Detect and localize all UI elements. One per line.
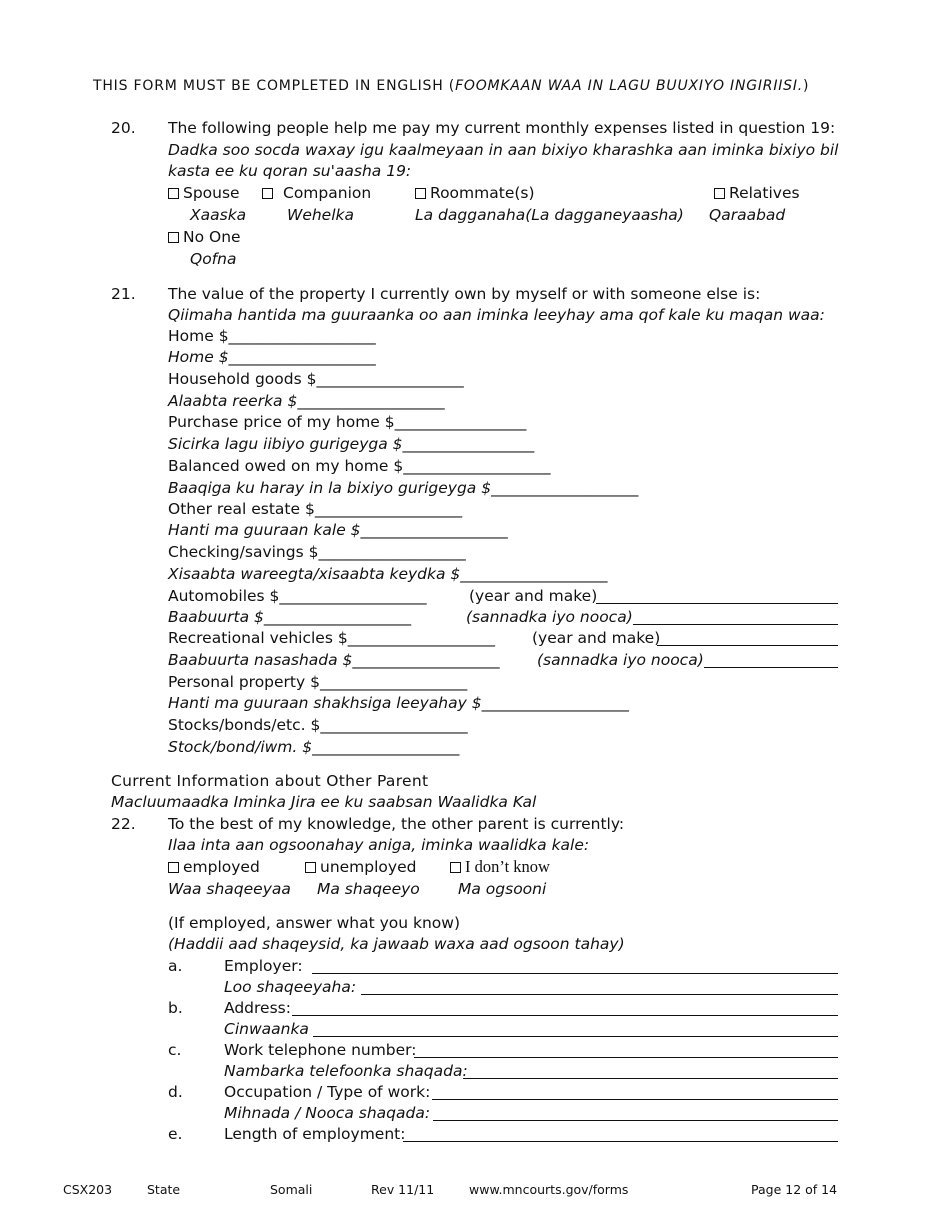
checkbox-roommates[interactable]: Roommate(s) [415,183,535,203]
checkbox-unemployed[interactable]: unemployed [305,857,416,877]
field-personal-property-so[interactable]: Hanti ma guuraan shakhsiga leeyahay $___________________ [168,694,629,712]
field-balance-owed[interactable]: Balanced owed on my home $___________________ [168,457,551,475]
section-title-so: Macluumaadka Iminka Jira ee ku saabsan Waalidka Kal [111,793,537,811]
q22-note-so: (Haddii aad shaqeysid, ka jawaab waxa aad ogsoon tahay) [168,935,625,953]
employment-length-label: Length of employment: [224,1125,406,1143]
checkbox-companion[interactable]: Companion [262,183,371,203]
q21-text-so: Qiimaha hantida ma guuraanka oo aan iminka leeyhay ama qof kale ku maqan waa: [168,306,825,324]
employer-label-so: Loo shaqeeyaha: [224,978,357,996]
item-letter-e: e. [168,1125,183,1143]
address-label-so: Cinwaanka [224,1020,309,1038]
field-home-so[interactable]: Home $___________________ [168,348,376,366]
field-personal-property[interactable]: Personal property $___________________ [168,673,468,691]
label-roommates-so: La dagganaha(La dagganeyaasha) [415,206,684,224]
work-phone-label: Work telephone number: [224,1041,417,1059]
label-employed-so: Waa shaqeeyaa [168,880,291,898]
checkbox-dont-know[interactable]: I don’t know [450,857,550,877]
field-home[interactable]: Home $___________________ [168,327,376,345]
checkbox-icon[interactable] [168,188,179,199]
field-purchase-price-so[interactable]: Sicirka lagu iibiyo gurigeyga $_________________ [168,435,535,453]
checkbox-icon[interactable] [168,862,179,873]
field-other-real-estate[interactable]: Other real estate $___________________ [168,500,463,518]
checkbox-icon[interactable] [450,862,461,873]
checkbox-spouse[interactable]: Spouse [168,183,240,203]
work-phone-label-so: Nambarka telefoonka shaqada: [224,1062,468,1080]
item-letter-a: a. [168,957,183,975]
item-letter-c: c. [168,1041,182,1059]
label-relatives-so: Qaraabad [709,206,786,224]
address-label: Address: [224,999,291,1017]
q20-text-en: The following people help me pay my current monthly expenses listed in question 19: [168,119,836,137]
field-household-goods-so[interactable]: Alaabta reerka $___________________ [168,392,445,410]
label-unemployed-so: Ma shaqeeyo [317,880,420,898]
checkbox-no-one[interactable]: No One [168,227,241,247]
field-recreational-vehicles[interactable]: Recreational vehicles $___________________ [168,629,495,647]
label-companion-so: Wehelka [287,206,355,224]
q22-text-en: To the best of my knowledge, the other parent is currently: [168,815,625,833]
q22-text-so: Ilaa inta aan ogsoonahay aniga, iminka waalidka kale: [168,836,590,854]
label-dont-know-so: Ma ogsooni [458,880,547,898]
footer-page-number: Page 12 of 14 [751,1182,838,1197]
footer-form-code: CSX203 [63,1182,113,1197]
checkbox-icon[interactable] [168,232,179,243]
work-phone-input-line-so[interactable] [463,1078,838,1079]
footer-language: Somali [270,1182,313,1197]
field-stocks-bonds-so[interactable]: Stock/bond/iwm. $___________________ [168,738,460,756]
employment-length-input-line[interactable] [403,1141,838,1142]
year-make-label: (year and make) [532,629,661,647]
checkbox-employed[interactable]: employed [168,857,260,877]
occupation-label: Occupation / Type of work: [224,1083,431,1101]
year-make-line-recreational-so[interactable] [704,667,838,668]
label-no-one-so: Qofna [190,250,237,268]
employer-input-line[interactable] [312,973,838,974]
address-input-line-so[interactable] [313,1036,838,1037]
field-recreational-vehicles-so[interactable]: Baabuurta nasashada $___________________ [168,651,500,669]
occupation-input-line-so[interactable] [433,1120,838,1121]
employer-label: Employer: [224,957,303,975]
address-input-line[interactable] [292,1015,838,1016]
item-letter-b: b. [168,999,183,1017]
checkbox-relatives[interactable]: Relatives [714,183,800,203]
year-make-line-automobiles-so[interactable] [633,624,838,625]
field-household-goods[interactable]: Household goods $___________________ [168,370,464,388]
checkbox-icon[interactable] [714,188,725,199]
field-automobiles-so[interactable]: Baabuurta $___________________ [168,608,412,626]
label-spouse-so: Xaaska [190,206,247,224]
footer-revision: Rev 11/11 [371,1182,435,1197]
q21-number: 21. [111,285,136,303]
field-stocks-bonds[interactable]: Stocks/bonds/etc. $___________________ [168,716,468,734]
field-balance-owed-so[interactable]: Baaqiga ku haray in la bixiyo gurigeyga $___________________ [168,479,639,497]
occupation-input-line[interactable] [432,1099,838,1100]
item-letter-d: d. [168,1083,183,1101]
footer-url[interactable]: www.mncourts.gov/forms [469,1182,629,1197]
q20-text-so-1: Dadka soo socda waxay igu kaalmeyaan in aan bixiyo kharashka aan iminka bixiyo bil [168,141,839,159]
section-title-en: Current Information about Other Parent [111,772,429,790]
q20-number: 20. [111,119,136,137]
checkbox-icon[interactable] [415,188,426,199]
work-phone-input-line[interactable] [414,1057,838,1058]
year-make-label-so: (sannadka iyo nooca) [466,608,633,626]
field-checking-savings-so[interactable]: Xisaabta wareegta/xisaabta keydka $___________________ [168,565,608,583]
field-other-real-estate-so[interactable]: Hanti ma guuraan kale $___________________ [168,521,508,539]
occupation-label-so: Mihnada / Nooca shaqada: [224,1104,431,1122]
year-make-label-so: (sannadka iyo nooca) [537,651,704,669]
field-checking-savings[interactable]: Checking/savings $___________________ [168,543,466,561]
checkbox-icon[interactable] [262,188,273,199]
q22-note-en: (If employed, answer what you know) [168,914,460,932]
form-header: THIS FORM MUST BE COMPLETED IN ENGLISH (FOOMKAAN WAA IN LAGU BUUXIYO INGIRIISI.) [93,78,810,94]
q20-text-so-2: kasta ee ku qoran su'aasha 19: [168,162,412,180]
year-make-line-recreational[interactable] [657,645,838,646]
year-make-label: (year and make) [469,587,598,605]
year-make-line-automobiles[interactable] [596,603,838,604]
q22-number: 22. [111,815,136,833]
checkbox-icon[interactable] [305,862,316,873]
field-automobiles[interactable]: Automobiles $___________________ [168,587,427,605]
employer-input-line-so[interactable] [361,994,838,995]
footer-state: State [147,1182,181,1197]
field-purchase-price[interactable]: Purchase price of my home $_________________ [168,413,527,431]
q21-text-en: The value of the property I currently own by myself or with someone else is: [168,285,761,303]
